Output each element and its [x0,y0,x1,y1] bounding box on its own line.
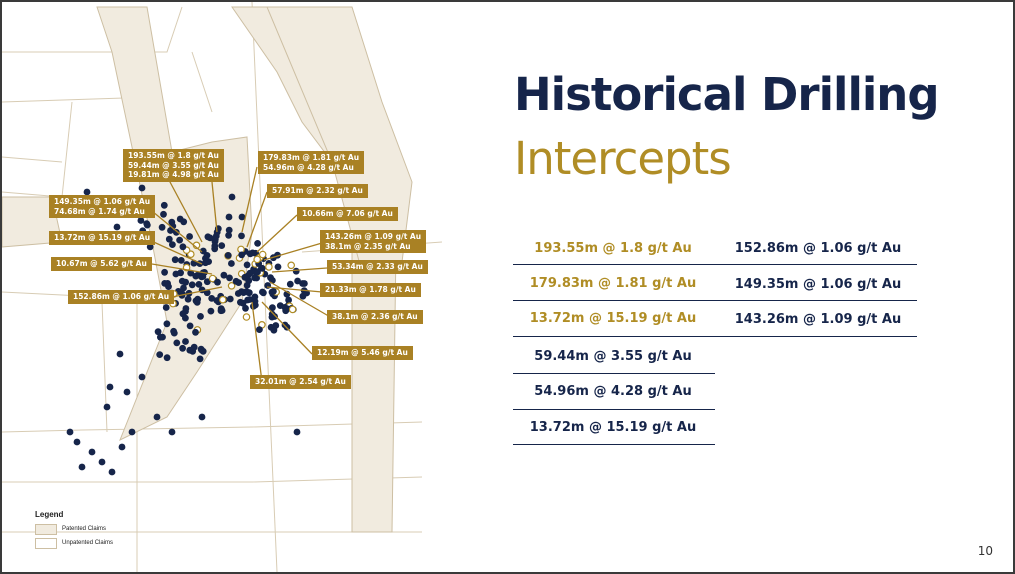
drill-hole [204,252,211,259]
drill-hole [212,236,219,243]
drill-hole [67,429,74,436]
drill-hole [242,274,249,281]
map-label: 179.83m @ 1.81 g/t Au 54.96m @ 4.28 g/t Au [258,151,364,174]
drill-hole-open [220,297,226,303]
drill-hole [192,273,199,280]
map-label: 57.91m @ 2.32 g/t Au [267,184,368,198]
drill-hole [238,252,245,259]
drill-hole [293,268,300,275]
map-label: 38.1m @ 2.36 g/t Au [327,310,423,324]
drill-hole [180,243,187,250]
drill-hole [139,185,146,192]
intercept-cell: 149.35m @ 1.06 g/t Au [734,277,902,292]
drill-hole-open [288,262,294,268]
intercept-cell: 179.83m @ 1.81 g/t Au [529,276,697,291]
drill-hole [99,459,106,466]
map-label: 32.01m @ 2.54 g/t Au [250,375,351,389]
divider [513,264,917,265]
drill-hole [157,334,164,341]
drill-hole-open [243,314,249,320]
drill-hole [194,299,201,306]
map-label: 149.35m @ 1.06 g/t Au 74.68m @ 1.74 g/t Au [49,195,155,218]
intercept-cell: 54.96m @ 4.28 g/t Au [534,384,692,399]
drill-hole [226,214,233,221]
map-label: 10.66m @ 7.06 g/t Au [297,207,398,221]
drill-hole [244,262,251,269]
drill-hole [208,295,215,302]
drill-hole [202,259,209,266]
drill-hole [182,338,189,345]
drill-hole [129,429,136,436]
drill-hole [169,241,176,248]
drill-hole [200,273,207,280]
drill-hole [182,315,189,322]
drill-hole [197,313,204,320]
drill-hole [173,340,180,347]
drill-hole [124,389,131,396]
drill-hole [163,304,170,311]
drill-hole [182,308,189,315]
drill-hole [251,274,258,281]
drill-hole [187,323,194,330]
drill-hole [294,429,301,436]
drill-hole [200,348,207,355]
drill-hole [238,233,245,240]
intercept-cell: 13.72m @ 15.19 g/t Au [529,311,697,326]
drill-hole [74,439,81,446]
drill-hole-open [254,256,260,262]
page-number: 10 [977,544,993,558]
map-label: 152.86m @ 1.06 g/t Au [68,290,174,304]
drill-hole [218,242,225,249]
map-label: 13.72m @ 15.19 g/t Au [49,231,155,245]
unpatented-claims-label: Unpatented Claims [62,540,114,546]
intercept-cell: 59.44m @ 3.55 g/t Au [534,349,692,364]
drill-hole [178,257,185,264]
patented-claims-label: Patented Claims [62,526,107,532]
drill-hole [147,244,154,251]
drill-hole [272,322,279,329]
legend-title: Legend [35,510,64,519]
intercept-cell: 143.26m @ 1.09 g/t Au [734,312,902,327]
drill-hole [179,345,186,352]
drill-hole [226,275,233,282]
drill-hole [260,289,267,296]
drill-hole [119,444,126,451]
drill-hole [219,307,226,314]
intercept-cell: 152.86m @ 1.06 g/t Au [734,241,902,256]
drill-hole [138,217,145,224]
map-label: 12.19m @ 5.46 g/t Au [312,346,413,360]
drill-hole [252,294,259,301]
drill-hole [156,351,163,358]
divider [513,373,715,374]
drill-hole [109,469,116,476]
drill-hole [301,280,308,287]
divider [513,409,715,410]
map-label: 21.33m @ 1.78 g/t Au [320,283,421,297]
drill-hole [186,233,193,240]
drill-hole [144,222,151,229]
drill-hole [160,211,167,218]
drill-hole [235,279,242,286]
drill-hole [214,279,221,286]
page-subtitle: Intercepts [514,132,731,185]
drill-hole [242,305,249,312]
drill-hole [161,269,168,276]
drill-hole-open [266,264,272,270]
drill-hole [182,279,189,286]
divider [513,444,715,445]
map-label: 53.34m @ 2.33 g/t Au [327,260,428,274]
drill-hole [191,344,198,351]
drill-hole [245,289,252,296]
drill-hole [180,218,187,225]
drill-hole [104,404,111,411]
drill-hole [161,202,168,209]
divider [513,336,917,337]
drill-hole [199,414,206,421]
drill-hole [254,240,261,247]
drill-hole [89,449,96,456]
drill-hole [282,307,289,314]
drill-hole [270,288,277,295]
drill-hole [117,351,124,358]
drill-hole [235,290,242,297]
drill-hole [159,224,166,231]
drill-hole [244,297,251,304]
drill-hole [107,384,114,391]
drill-hole [192,329,199,336]
drill-hole [164,320,171,327]
drill-hole [176,237,183,244]
drill-hole [229,194,236,201]
drill-hole-open [289,306,295,312]
drill-hole [165,283,172,290]
drill-hole [228,260,235,267]
drill-hole [227,296,234,303]
drill-hole [172,256,179,263]
page-title: Historical Drilling [514,68,939,121]
drill-hole [225,232,232,239]
drill-hole [256,326,263,333]
drill-hole [114,224,121,231]
drill-hole [169,429,176,436]
drill-hole [225,252,232,259]
divider [513,300,917,301]
intercept-cell: 13.72m @ 15.19 g/t Au [529,420,697,435]
unpatented-claims-swatch [35,538,57,549]
drill-hole [180,285,187,292]
drill-hole [275,264,282,271]
drill-hole [287,281,294,288]
drill-hole [171,330,178,337]
drill-hole [285,297,292,304]
drill-hole-open [260,251,266,257]
drill-hole [79,464,86,471]
drill-hole [237,299,244,306]
map-label: 143.26m @ 1.09 g/t Au 38.1m @ 2.35 g/t Au [320,230,426,253]
intercept-cell: 193.55m @ 1.8 g/t Au [534,241,692,256]
drill-hole [139,374,146,381]
drill-hole [189,281,196,288]
drill-hole [197,356,204,363]
drill-hole [244,282,251,289]
map-label: 10.67m @ 5.62 g/t Au [51,257,152,271]
patented-claims-swatch [35,524,57,535]
drill-hole [154,414,161,421]
drill-hole [177,269,184,276]
drill-hole [185,296,192,303]
drill-hole [259,265,266,272]
drill-hole [208,308,215,315]
drill-hole [164,354,171,361]
map-label: 193.55m @ 1.8 g/t Au 59.44m @ 3.55 g/t Au 19.81m @ 4.98 g/t Au [123,149,224,182]
